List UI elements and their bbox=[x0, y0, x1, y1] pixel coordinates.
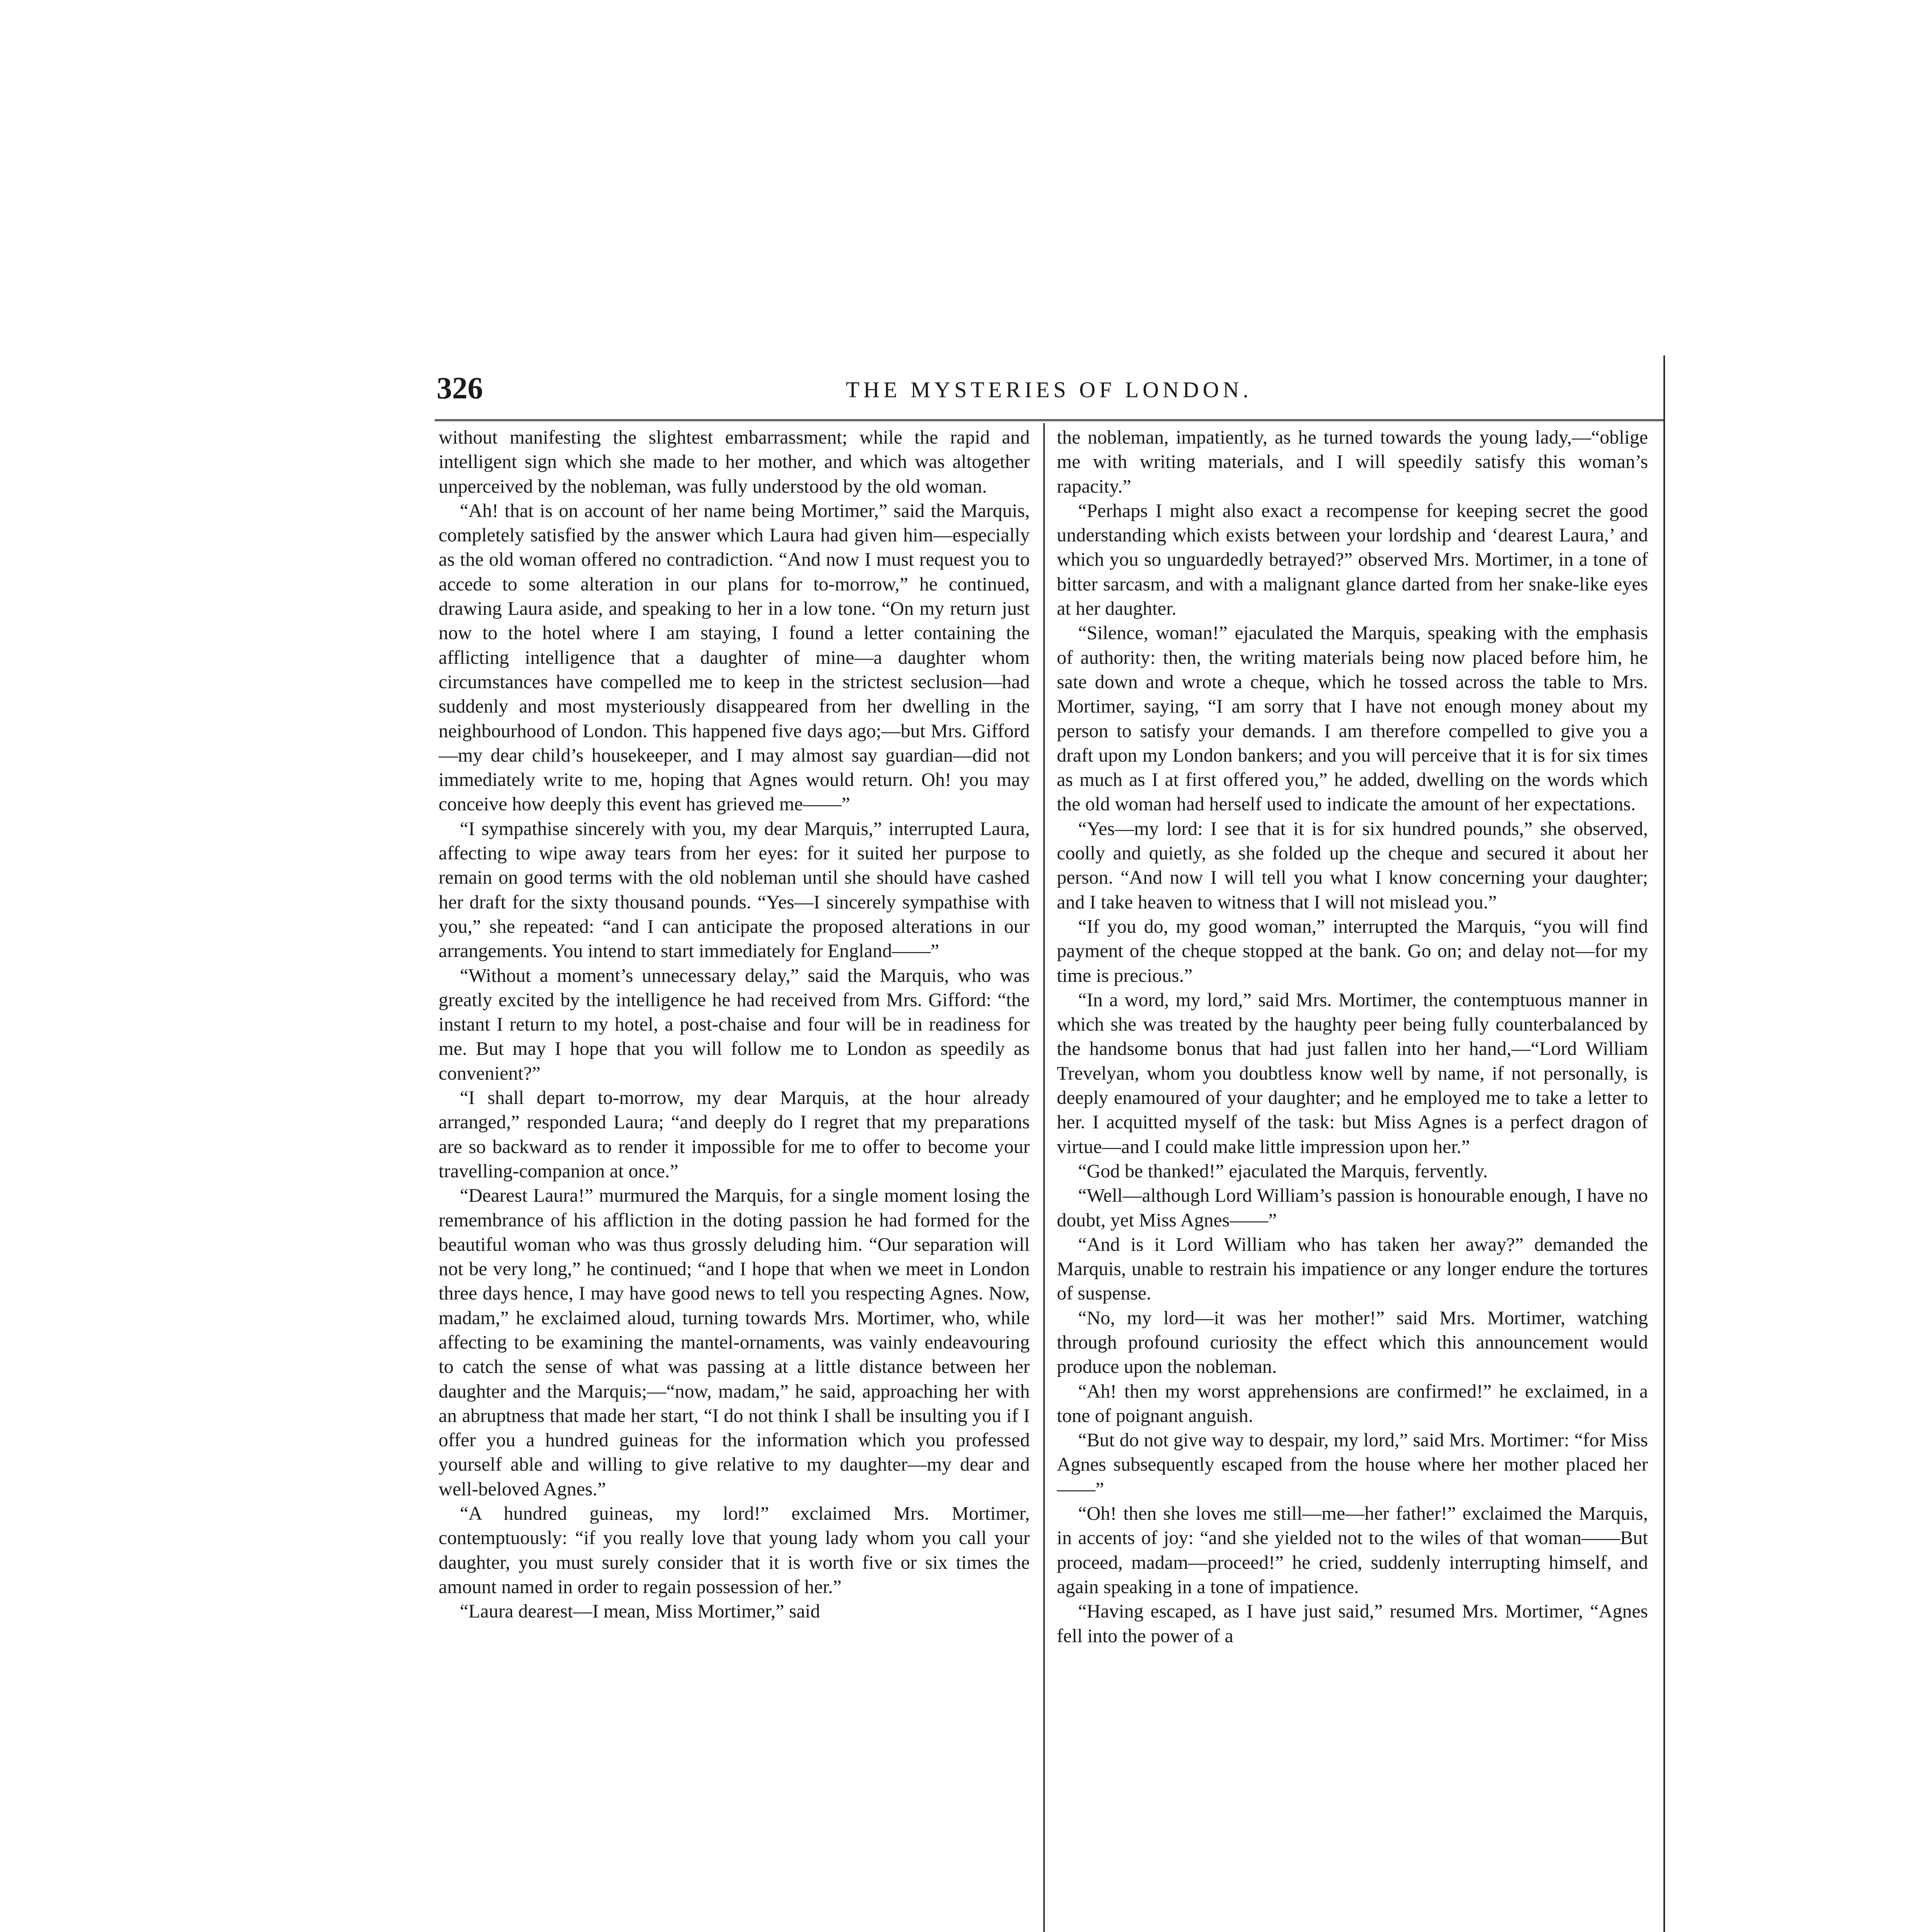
paragraph: “Perhaps I might also exact a recompense for keeping secret the good understanding which exists between your lordship and ‘dearest Laura,’ and which you so unguardedly betrayed?” observed Mrs. Mortimer, in a tone of bitter sarcasm, and with a malignant glance darted from her snake-like eyes at her daughter. bbox=[1057, 499, 1648, 619]
paragraph: “Ah! then my worst apprehensions are confirmed!” he exclaimed, in a tone of poignant anguish. bbox=[1057, 1380, 1648, 1426]
paragraph: “I shall depart to-morrow, my dear Marquis, at the hour already arranged,” responded Laura; “and deeply do I regret that my preparations are so backward as to render it impossible for me to offer to become your travelling-companion at once.” bbox=[439, 1087, 1030, 1182]
paragraph: without manifesting the slightest embarrassment; while the rapid and intelligent sign which she made to her mother, and which was altogether unperceived by the nobleman, was fully understood by the old woman. bbox=[439, 426, 1030, 497]
paragraph: “Silence, woman!” ejaculated the Marquis, speaking with the emphasis of authority: then, the writing materials being now placed before him, he sate down and wrote a cheque, which he tossed across the table to Mrs. Mortimer, saying, “I am sorry that I have not enough money about my person to satisfy your demands. I am therefore compelled to give you a draft upon my London bankers; and you will perceive that it is for six times as much as I at first offered you,” he added, dwelling on the words which the old woman had herself used to indicate the amount of her expectations. bbox=[1057, 622, 1648, 815]
running-title: THE MYSTERIES OF LONDON. bbox=[846, 377, 1252, 402]
paragraph: “In a word, my lord,” said Mrs. Mortimer, the contemptuous manner in which she was treated by the haughty peer being fully counterbalanced by the handsome bonus that had just fallen into her hand,—“Lord William Trevelyan, whom you doubtless know well by name, if not personally, is deeply enamoured of your daughter; and he employed me to take a letter to her. I acquitted myself of the task: but Miss Agnes is a perfect dragon of virtue—and I could make little impression upon her.” bbox=[1057, 988, 1648, 1157]
paragraph: “I sympathise sincerely with you, my dear Marquis,” interrupted Laura, affecting to wipe away tears from her eyes: for it suited her purpose to remain on good terms with the old nobleman until she should have cashed her draft for the sixty thousand pounds. “Yes—I sincerely sympathise with you,” she repeated: “and I can anticipate the proposed alterations in our arrangements. You intend to start immediately for England——” bbox=[439, 817, 1030, 962]
paragraph: “If you do, my good woman,” interrupted the Marquis, “you will find payment of the cheque stopped at the bank. Go on; and delay not—for my time is precious.” bbox=[1057, 915, 1648, 986]
paragraph: “God be thanked!” ejaculated the Marquis, fervently. bbox=[1078, 1160, 1488, 1182]
paragraph: “Dearest Laura!” murmured the Marquis, for a single moment losing the remembrance of his affliction in the doting passion he had formed for the beautiful woman who was thus grossly deluding him. “Our separation will not be very long,” he continued; “and I hope that when we meet in London three days hence, I may have good news to tell you respecting Agnes. Now, madam,” he exclaimed aloud, turning towards Mrs. Mortimer, who, while affecting to be examining the mantel-ornaments, was vainly endeavouring to catch the sense of what was passing at a little distance between her daughter and the Marquis;—“now, madam,” he said, approaching her with an abruptness that made her start, “I do not think I shall be insulting you if I offer you a hundred guineas for the information which you professed yourself able and willing to give relative to my daughter—my dear and well-beloved Agnes.” bbox=[439, 1184, 1030, 1500]
paragraph: “Well—although Lord William’s passion is honourable enough, I have no doubt, yet Miss Agnes——” bbox=[1057, 1184, 1648, 1231]
paragraph: “Ah! that is on account of her name being Mortimer,” said the Marquis, completely satisfied by the answer which Laura had given him—especially as the old woman offered no contradiction. “And now I must request you to accede to some alteration in our plans for to-morrow,” he continued, drawing Laura aside, and speaking to her in a low tone. “On my return just now to the hotel where I am staying, I found a letter containing the afflicting intelligence that a daughter of mine—a daughter whom circumstances have compelled me to keep in the strictest seclusion—had suddenly and most mysteriously disappeared from her dwelling in the neighbourhood of London. This happened five days ago;—but Mrs. Gifford—my dear child’s housekeeper, and I may almost say guardian—did not immediately write to me, hoping that Agnes would return. Oh! you may conceive how deeply this event has grieved me——” bbox=[439, 499, 1030, 815]
page-number: 326 bbox=[437, 371, 483, 405]
paragraph: “Having escaped, as I have just said,” resumed Mrs. Mortimer, “Agnes fell into the power of a bbox=[1057, 1600, 1648, 1646]
paragraph: “And is it Lord William who has taken her away?” demanded the Marquis, unable to restrain his impatience or any longer endure the tortures of suspense. bbox=[1057, 1233, 1648, 1304]
left-column bbox=[439, 425, 1030, 1932]
paragraph: “A hundred guineas, my lord!” exclaimed Mrs. Mortimer, contemptuously: “if you really love that young lady whom you call your daughter, you must surely consider that it is worth five or six times the amount named in order to regain possession of her.” bbox=[439, 1502, 1030, 1597]
right-column bbox=[1057, 425, 1648, 1932]
paragraph: “Yes—my lord: I see that it is for six hundred pounds,” she observed, coolly and quietly, as she folded up the cheque and secured it about her person. “And now I will tell you what I know concerning your daughter; and I take heaven to witness that I will not mislead you.” bbox=[1057, 817, 1648, 913]
paragraph: “Laura dearest—I mean, Miss Mortimer,” said bbox=[460, 1600, 820, 1622]
paragraph: the nobleman, impatiently, as he turned towards the young lady,—“oblige me with writing materials, and I will speedily satisfy this woman’s rapacity.” bbox=[1057, 426, 1648, 497]
header-rule bbox=[435, 419, 1663, 421]
paragraph: “No, my lord—it was her mother!” said Mrs. Mortimer, watching through profound curiosity the effect which this announcement would produce upon the nobleman. bbox=[1057, 1306, 1648, 1378]
paragraph: “But do not give way to despair, my lord,” said Mrs. Mortimer: “for Miss Agnes subsequently escaped from the house where her mother placed her——” bbox=[1057, 1429, 1648, 1500]
paragraph: “Oh! then she loves me still—me—her father!” exclaimed the Marquis, in accents of joy: “and she yielded not to the wiles of that woman——But proceed, madam—proceed!” he cried, suddenly interrupting himself, and again speaking in a tone of impatience. bbox=[1057, 1502, 1648, 1597]
paragraph: “Without a moment’s unnecessary delay,” said the Marquis, who was greatly excited by the intelligence he had received from Mrs. Gifford: “the instant I return to my hotel, a post-chaise and four will be in readiness for me. But may I hope that you will follow me to London as speedily as convenient?” bbox=[439, 964, 1030, 1084]
column-divider bbox=[1043, 423, 1045, 1932]
